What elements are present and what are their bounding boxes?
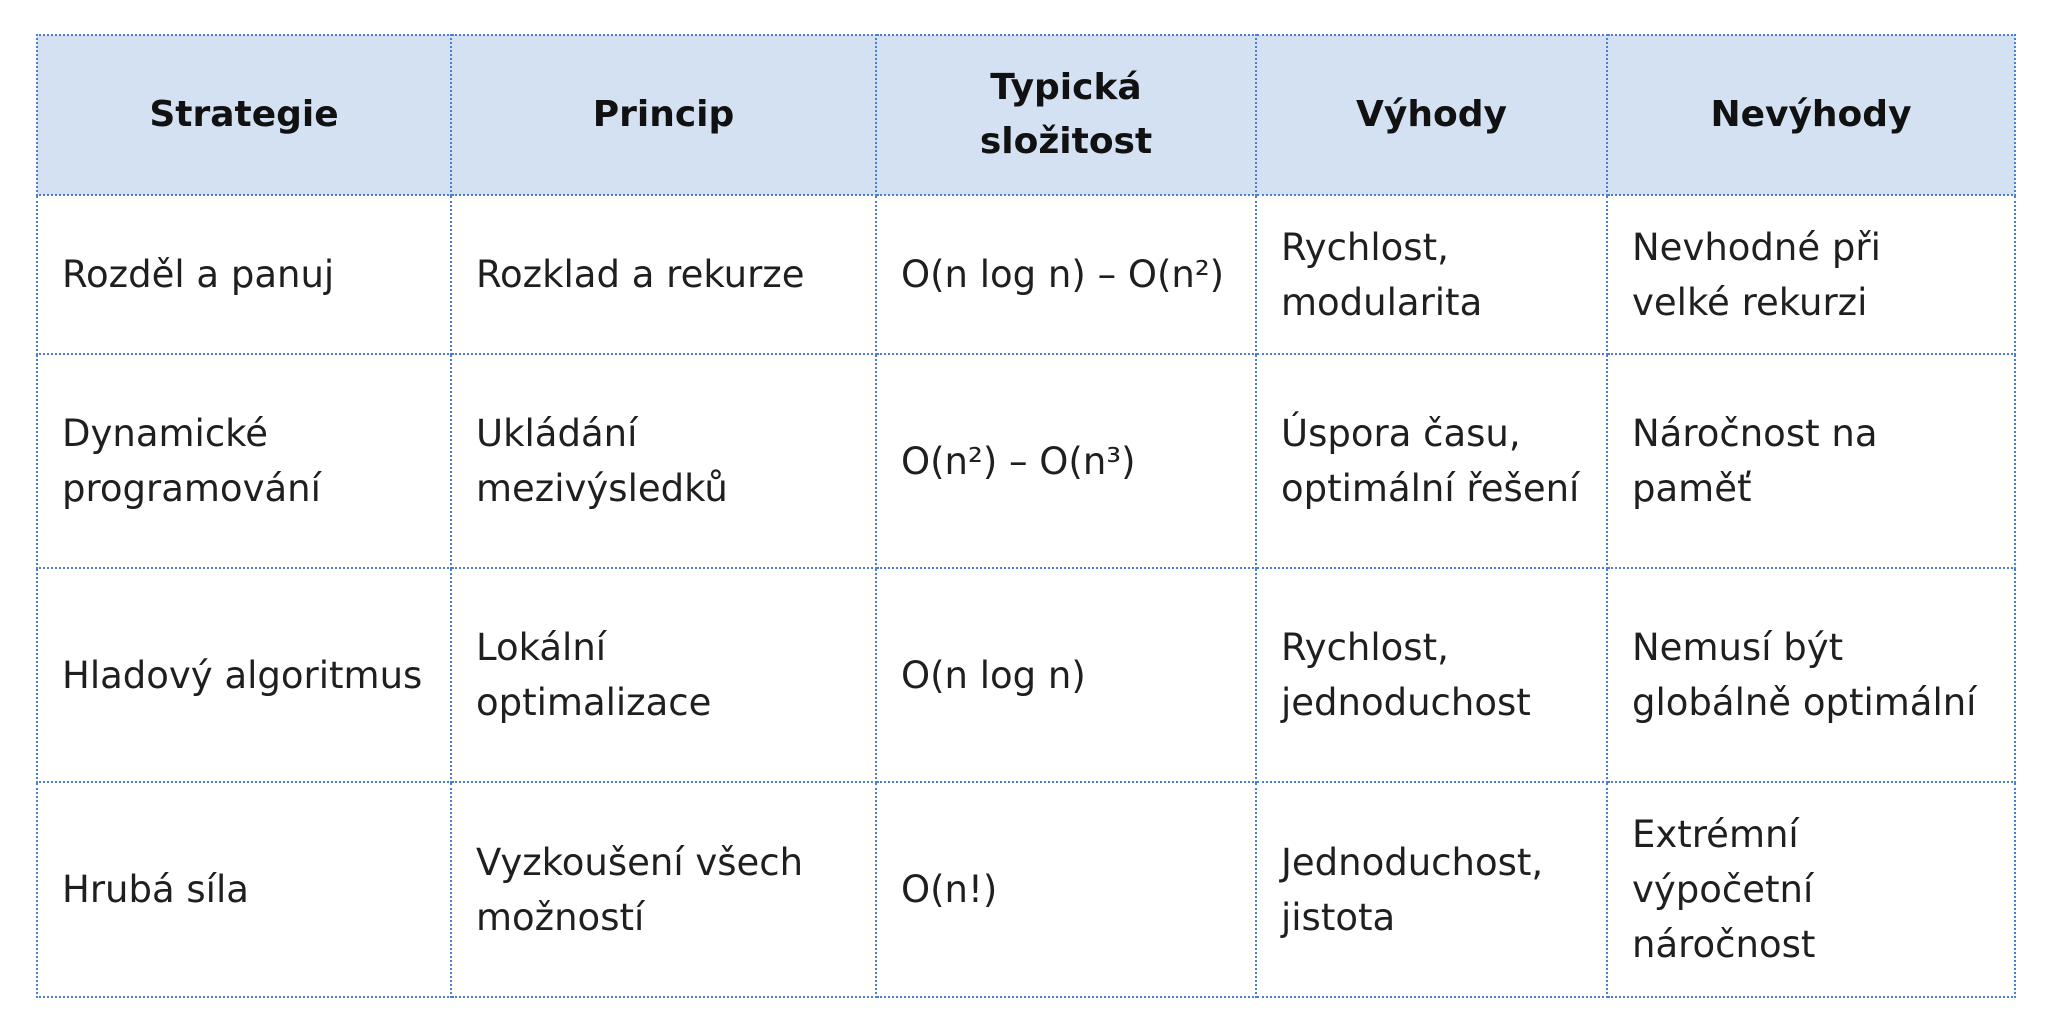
header-disadvantages: Nevýhody bbox=[1607, 35, 2015, 195]
table-row bbox=[37, 195, 2015, 354]
cell-disadvantages: Nevhodné při velké rekurzi bbox=[1607, 195, 2015, 354]
table-row bbox=[37, 782, 2015, 997]
cell-strategy: Dynamické programování bbox=[37, 354, 451, 568]
algorithm-strategies-table bbox=[36, 34, 2016, 998]
header-principle: Princip bbox=[451, 35, 876, 195]
cell-complexity: O(n!) bbox=[876, 782, 1256, 997]
header-complexity: Typická složitost bbox=[876, 35, 1256, 195]
table-row bbox=[37, 568, 2015, 782]
header-row bbox=[37, 35, 2015, 195]
cell-principle: Ukládání mezivýsledků bbox=[451, 354, 876, 568]
table-body bbox=[37, 195, 2015, 997]
table-header bbox=[37, 35, 2015, 195]
cell-advantages: Rychlost, modularita bbox=[1256, 195, 1607, 354]
cell-strategy: Hrubá síla bbox=[37, 782, 451, 997]
cell-complexity: O(n log n) bbox=[876, 568, 1256, 782]
cell-complexity: O(n log n) – O(n²) bbox=[876, 195, 1256, 354]
header-advantages: Výhody bbox=[1256, 35, 1607, 195]
table-row bbox=[37, 354, 2015, 568]
cell-disadvantages: Extrémní výpočetní náročnost bbox=[1607, 782, 2015, 997]
cell-complexity: O(n²) – O(n³) bbox=[876, 354, 1256, 568]
cell-advantages: Rychlost, jednoduchost bbox=[1256, 568, 1607, 782]
cell-advantages: Úspora času, optimální řešení bbox=[1256, 354, 1607, 568]
cell-principle: Vyzkoušení všech možností bbox=[451, 782, 876, 997]
cell-principle: Rozklad a rekurze bbox=[451, 195, 876, 354]
header-strategy: Strategie bbox=[37, 35, 451, 195]
cell-principle: Lokální optimalizace bbox=[451, 568, 876, 782]
cell-strategy: Hladový algoritmus bbox=[37, 568, 451, 782]
cell-advantages: Jednoduchost, jistota bbox=[1256, 782, 1607, 997]
cell-strategy: Rozděl a panuj bbox=[37, 195, 451, 354]
cell-disadvantages: Náročnost na paměť bbox=[1607, 354, 2015, 568]
cell-disadvantages: Nemusí být globálně optimální bbox=[1607, 568, 2015, 782]
